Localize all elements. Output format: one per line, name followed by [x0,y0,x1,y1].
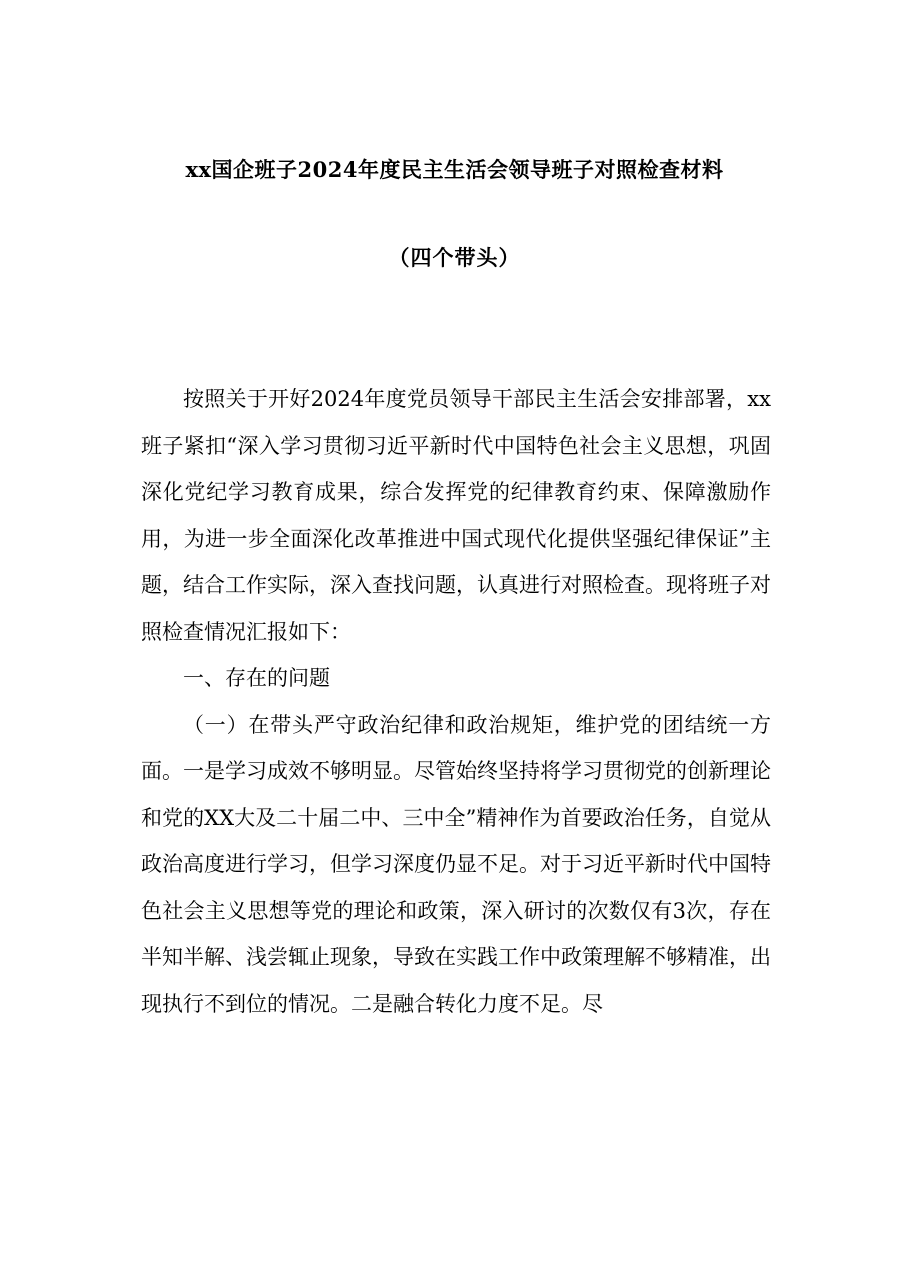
intro-paragraph: 按照关于开好2024年度党员领导干部民主生活会安排部署，xx班子紧扣“深入学习贯彻习近平新时代中国特色社会主义思想，巩固深化党纪学习教育成果，综合发挥党的纪律教育约束、保障激励作用，为进一步全面深化改革推进中国式现代化提供坚强纪律保证”主题，结合工作实际，深入查找问题，认真进行对照检查。现将班子对照检查情况汇报如下： [141,387,771,644]
document-subtitle: （四个带头） [388,245,521,270]
body-paragraph: （一）在带头严守政治纪律和政治规矩，维护党的团结统一方面。一是学习成效不够明显。尽管始终坚持将学习贯彻党的创新理论和党的XX大及二十届二中、三中全”精神作为首要政治任务，自觉从政治高度进行学习，但学习深度仍显不足。对于习近平新时代中国特色社会主义思想等党的理论和政策，深入研讨的次数仅有3次，存在半知半解、浅尝辄止现象，导致在实践工作中政策理解不够精准，出现执行不到位的情况。二是融合转化力度不足。尽 [141,712,771,1016]
document-title: xx国企班子2024年度民主生活会领导班子对照检查材料 [185,157,724,182]
document-body [141,376,771,1027]
section-heading: 一、存在的问题 [183,666,330,690]
